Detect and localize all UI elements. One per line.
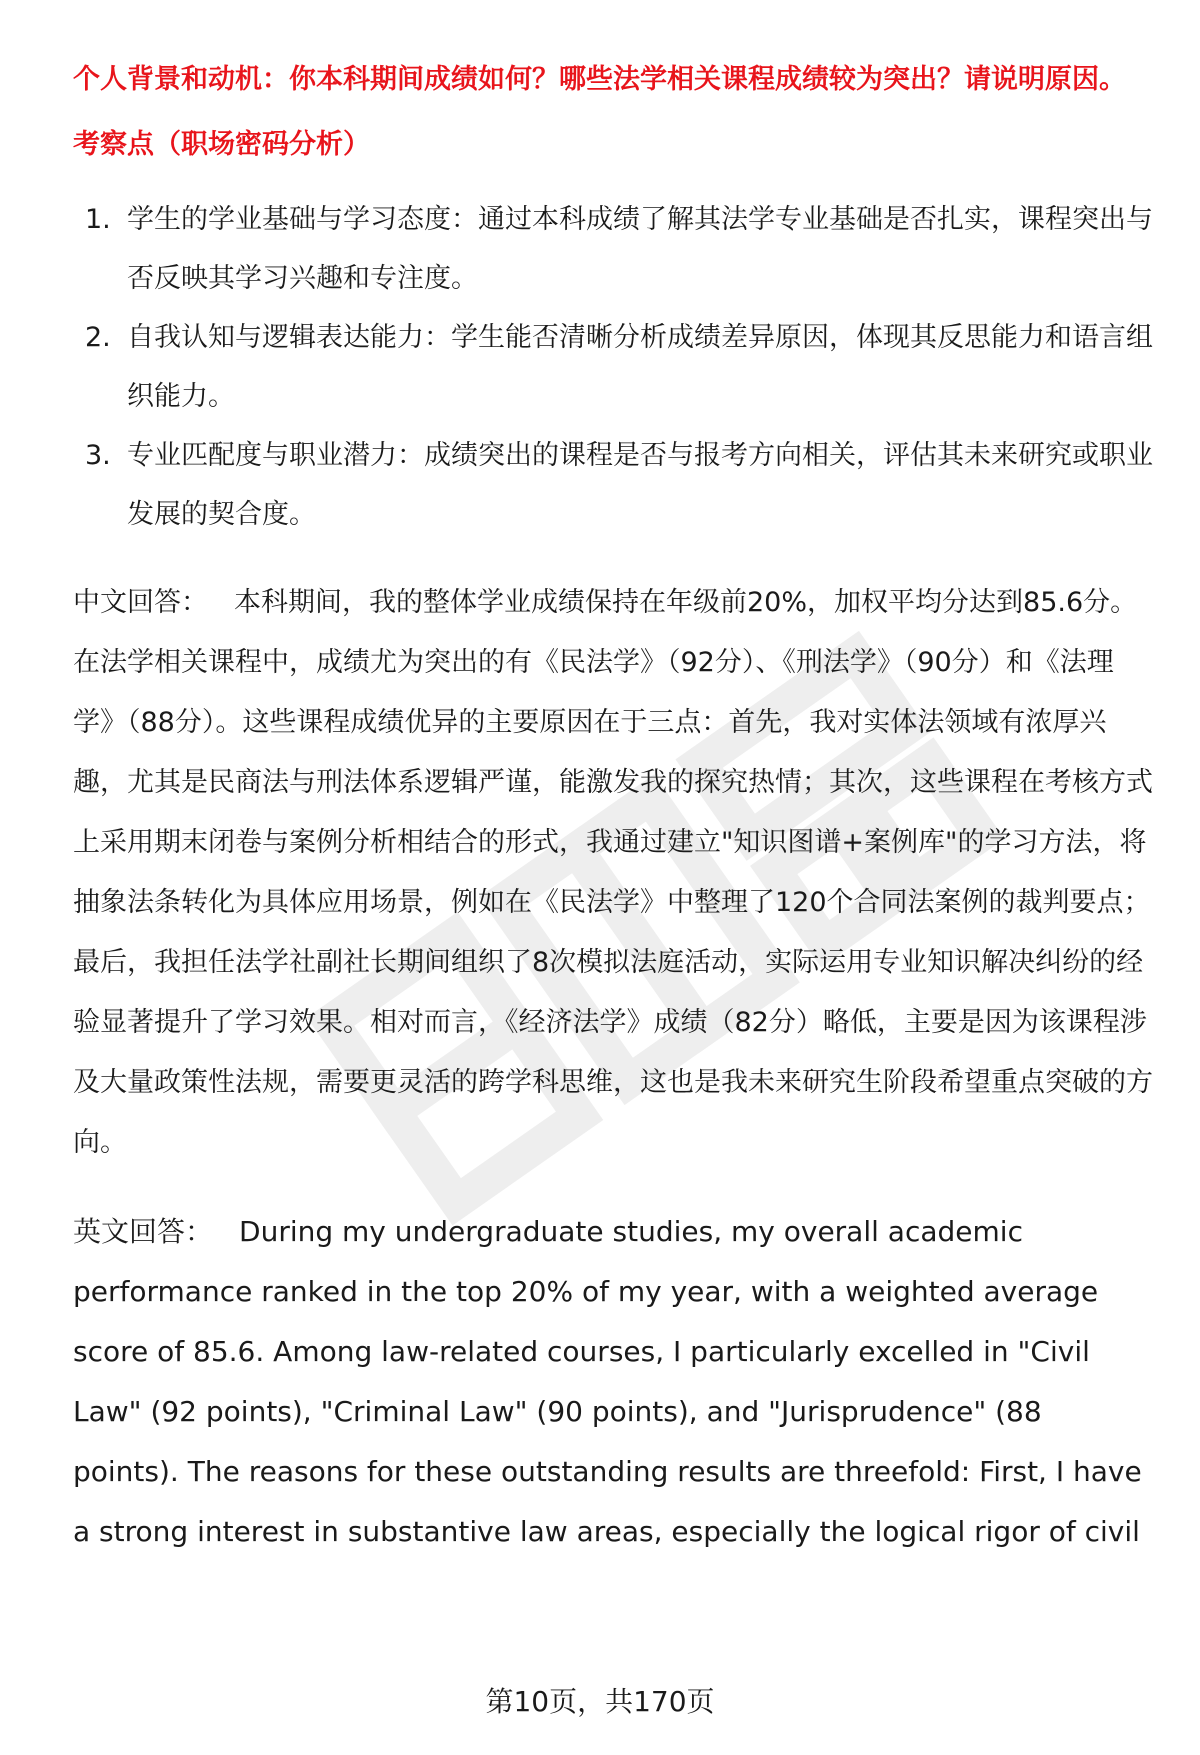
english-answer-text: During my undergraduate studies, my overall academic performance ranked in the top 20% of my year, with a weighted average score of 85.6. Among law-related courses, I particularly excelled in "Civil Law" (92 points), "Criminal Law" (90 points), and "Jurisprudence" (88 points). The reasons for these outstanding results are threefold: First, I have a strong interest in substantive law areas, especially the logical rigor of civil: [73, 1215, 1142, 1548]
english-answer: [73, 1202, 1153, 1562]
chinese-answer-text: 本科期间，我的整体学业成绩保持在年级前20%，加权平均分达到85.6分。在法学相关课程中，成绩尤为突出的有《民法学》（92分）、《刑法学》（90分）和《法理学》（88分）。这些课程成绩优异的主要原因在于三点：首先，我对实体法领域有浓厚兴趣，尤其是民商法与刑法体系逻辑严谨，能激发我的探究热情；其次，这些课程在考核方式上采用期末闭卷与案例分析相结合的形式，我通过建立"知识图谱+案例库"的学习方法，将抽象法条转化为具体应用场景，例如在《民法学》中整理了120个合同法案例的裁判要点；最后，我担任法学社副社长期间组织了8次模拟法庭活动，实际运用专业知识解决纠纷的经验显著提升了学习效果。相对而言，《经济法学》成绩（82分）略低，主要是因为该课程涉及大量政策性法规，需要更灵活的跨学科思维，这也是我未来研究生阶段希望重点突破的方向。: [73, 587, 1153, 1158]
point-number: 3.: [85, 440, 111, 471]
chinese-answer: [73, 573, 1153, 1173]
point-number: 1.: [85, 204, 111, 235]
content-area: [73, 58, 1153, 1562]
chinese-answer-label: 中文回答：: [73, 587, 208, 618]
point-text: 自我认知与逻辑表达能力：学生能否清晰分析成绩差异原因，体现其反思能力和语言组织能力。: [127, 322, 1153, 412]
point-text: 专业匹配度与职业潜力：成绩突出的课程是否与报考方向相关，评估其未来研究或职业发展的契合度。: [127, 440, 1153, 530]
focus-point: [73, 190, 1153, 308]
point-text: 学生的学业基础与学习态度：通过本科成绩了解其法学专业基础是否扎实，课程突出与否反映其学习兴趣和专注度。: [127, 204, 1153, 294]
point-number: 2.: [85, 322, 111, 353]
focus-points-list: [73, 190, 1153, 544]
focus-point: [73, 426, 1153, 544]
question-heading: 个人背景和动机：你本科期间成绩如何？哪些法学相关课程成绩较为突出？请说明原因。: [73, 64, 1126, 95]
page-footer: 第10页，共170页: [485, 1685, 715, 1718]
focus-title: 考察点（职场密码分析）: [73, 129, 370, 160]
focus-point: [73, 308, 1153, 426]
english-answer-label: 英文回答：: [73, 1215, 214, 1248]
